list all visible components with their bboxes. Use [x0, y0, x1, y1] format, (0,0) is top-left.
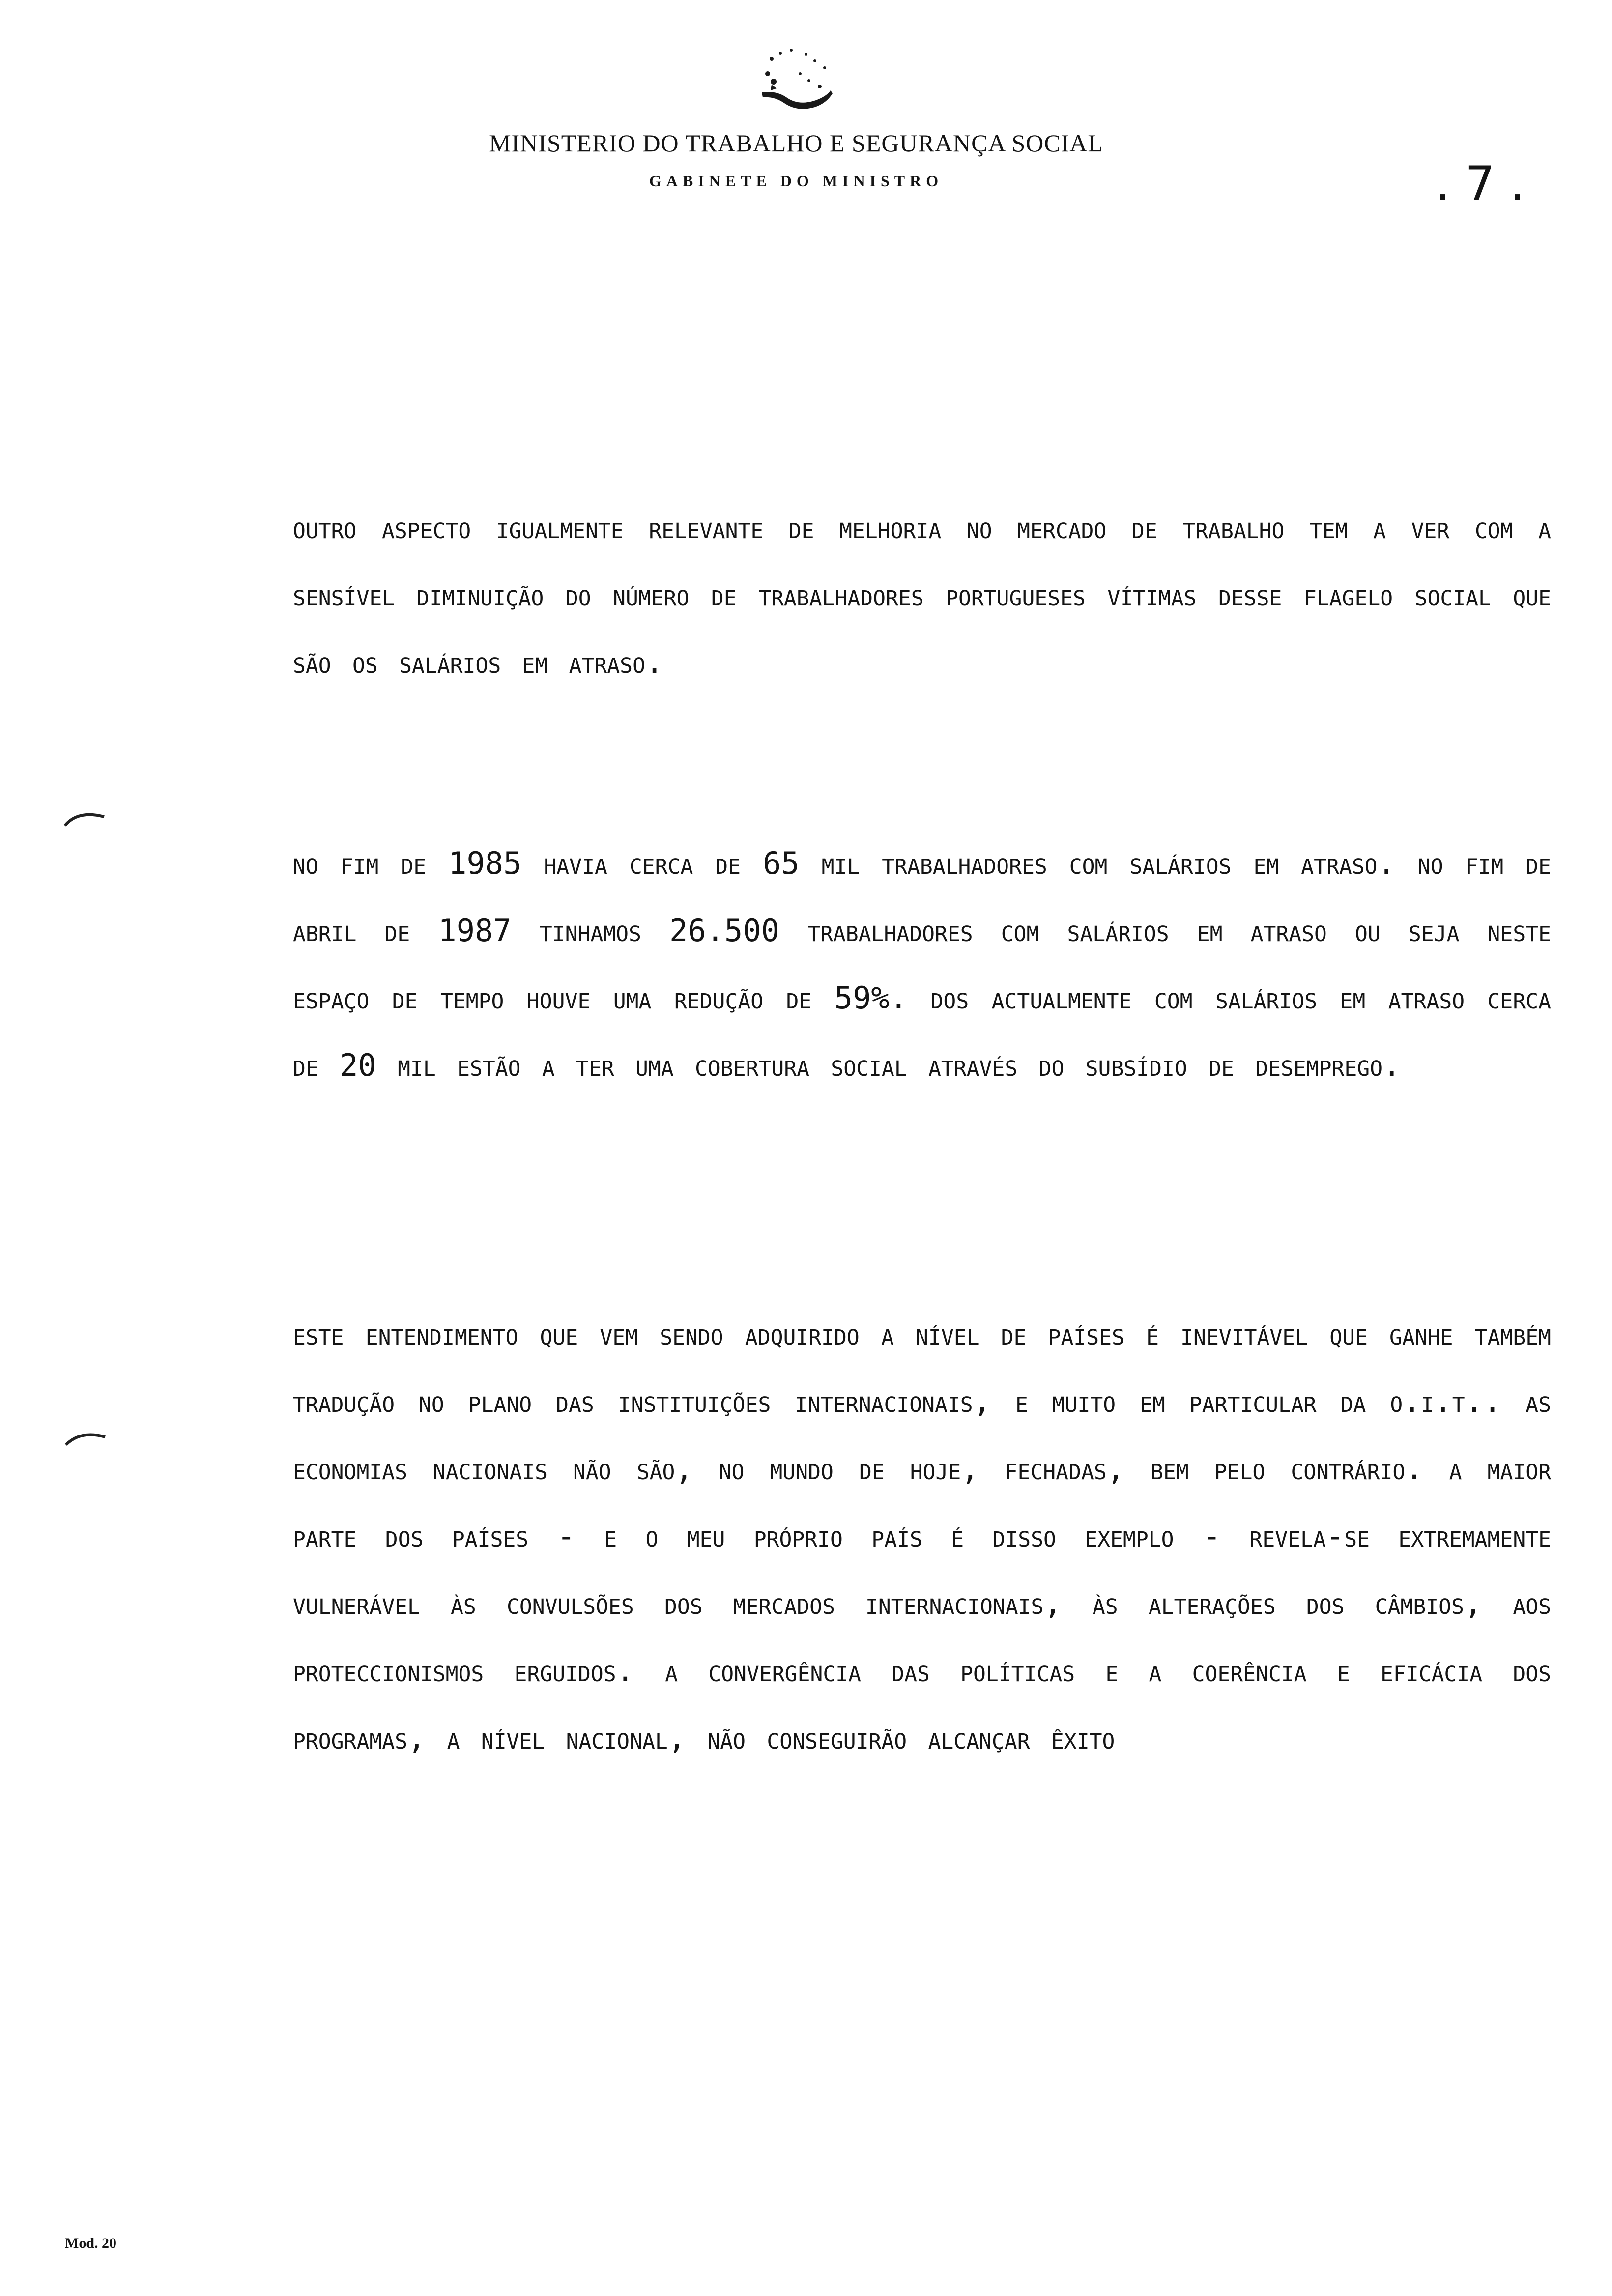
- coat-of-arms-icon: [742, 39, 850, 123]
- margin-hole-mark: [63, 806, 107, 831]
- cabinet-subtitle: GABINETE DO MINISTRO: [649, 172, 944, 190]
- body-paragraph-2: no fim de 1985 havia cerca de 65 mil trabalhadores com salários em atraso. no fim de abril de 1987 tinhamos 26.500 trabalhadores com salários em atraso ou seja neste espaço de tempo houve uma redução de 59%. dos actualmente com salários em atraso cerca de 20 mil estão a ter uma cobertura social através do subsídio de desemprego.: [293, 845, 1551, 1083]
- page-number: . 7 .: [1435, 156, 1526, 211]
- margin-hole-mark: [64, 1425, 108, 1450]
- body-paragraph-3: este entendimento que vem sendo adquirido a nível de países é inevitável que ganhe também tradução no plano das instituições internacionais, e muito em particular da o.i.t.. as economias nacionais não são, no mundo de hoje, fechadas, bem pelo contrário. a maior parte dos países - e o meu próprio país é disso exemplo - revela-se extremamente vulnerável às convulsões dos mercados internacionais, às alterações dos câmbios, aos proteccionismos erguidos. a convergência das políticas e a coerência e eficácia dos programas, a nível nacional, não conseguirão alcançar êxito: [293, 1316, 1551, 1756]
- body-paragraph-1: outro aspecto igualmente relevante de melhoria no mercado de trabalho tem a ver com a sensível diminuição do número de trabalhadores portugueses vítimas desse flagelo social que são os salários em atraso.: [293, 510, 1551, 680]
- form-model-label: Mod. 20: [65, 2235, 116, 2251]
- ministry-title: MINISTERIO DO TRABALHO E SEGURANÇA SOCIAL: [489, 129, 1103, 157]
